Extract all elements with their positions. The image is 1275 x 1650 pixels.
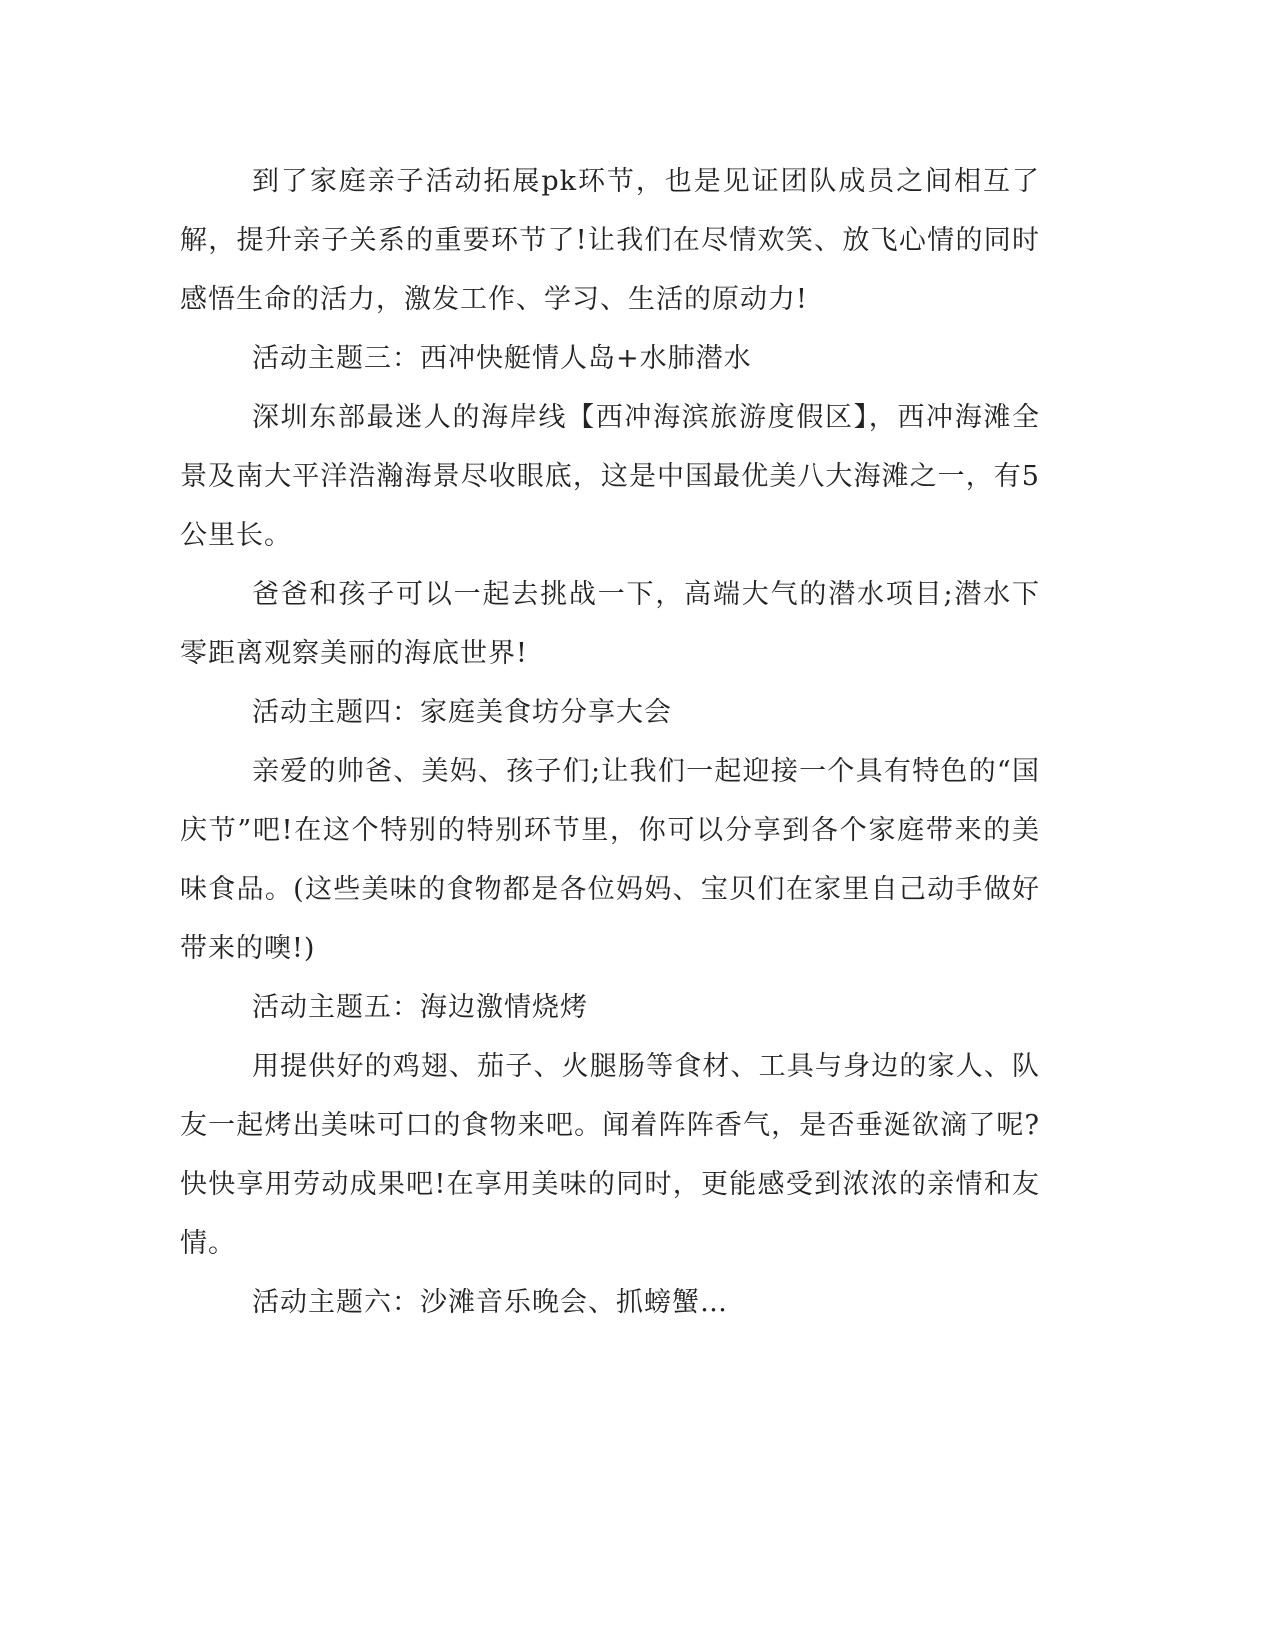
paragraph-xichong-beach: 深圳东部最迷人的海岸线【西冲海滨旅游度假区】，西冲海滩全景及南大平洋浩瀚海景尽收眼底，这是中国最优美八大海滩之一，有5公里长。 xyxy=(180,402,1040,551)
paragraph-pk-intro: 到了家庭亲子活动拓展pk环节，也是见证团队成员之间相互了解，提升亲子关系的重要环节了!让我们在尽情欢笑、放飞心情的同时感悟生命的活力，激发工作、学习、生活的原动力! xyxy=(180,166,1040,315)
heading-theme-six: 活动主题六：沙滩音乐晚会、抓螃蟹… xyxy=(252,1287,728,1318)
heading-theme-five: 活动主题五：海边激情烧烤 xyxy=(252,992,588,1023)
paragraph-food-sharing: 亲爱的帅爸、美妈、孩子们;让我们一起迎接一个具有特色的“国庆节”吧!在这个特别的特别环节里，你可以分享到各个家庭带来的美味食品。(这些美味的食物都是各位妈妈、宝贝们在家里自己动手做好带来的噢!) xyxy=(180,756,1040,964)
heading-theme-four: 活动主题四：家庭美食坊分享大会 xyxy=(252,697,672,728)
paragraph-diving: 爸爸和孩子可以一起去挑战一下，高端大气的潜水项目;潜水下零距离观察美丽的海底世界! xyxy=(180,579,1040,669)
paragraph-bbq: 用提供好的鸡翅、茄子、火腿肠等食材、工具与身边的家人、队友一起烤出美味可口的食物来吧。闻着阵阵香气，是否垂涎欲滴了呢?快快享用劳动成果吧!在享用美味的同时，更能感受到浓浓的亲情和友情。 xyxy=(180,1051,1040,1259)
document-body xyxy=(180,152,1040,1332)
heading-theme-three: 活动主题三：西冲快艇情人岛+水肺潜水 xyxy=(252,343,752,374)
